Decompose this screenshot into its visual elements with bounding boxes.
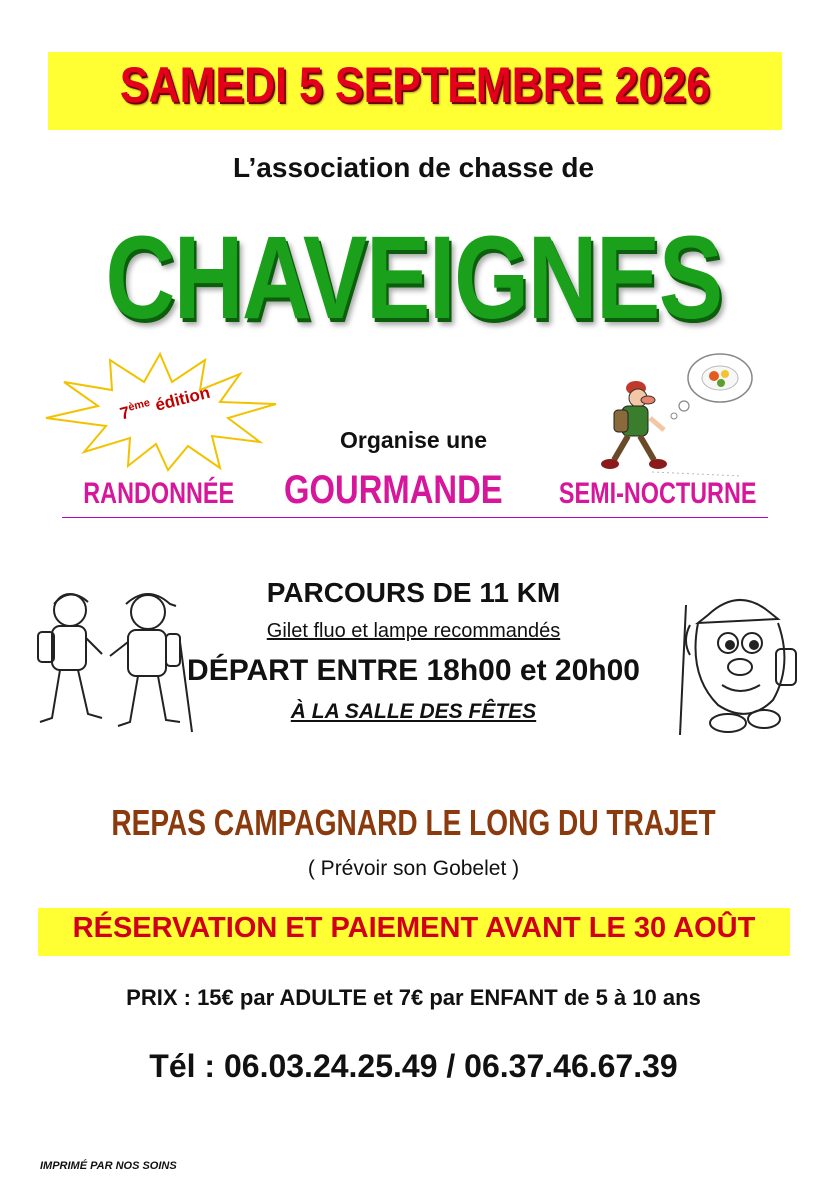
event-title-part1: RANDONNÉE xyxy=(83,477,235,510)
departure-time: DÉPART ENTRE 18h00 et 20h00 xyxy=(187,654,640,687)
event-title xyxy=(62,468,768,518)
price-line: PRIX : 15€ par ADULTE et 7€ par ENFANT de 5 à 10 ans xyxy=(126,985,701,1010)
association-line: L’association de chasse de xyxy=(232,152,595,183)
event-date: SAMEDI 5 SEPTEMBRE 2026 xyxy=(119,57,711,113)
hungry-hiker-illustration xyxy=(592,348,762,480)
cup-reminder: ( Prévoir son Gobelet ) xyxy=(307,857,520,880)
reservation-deadline: RÉSERVATION ET PAIEMENT AVANT LE 30 AOÛT xyxy=(72,912,756,944)
edition-number: 7 xyxy=(118,402,132,424)
edition-word: édition xyxy=(153,382,212,415)
edition-suffix: ème xyxy=(127,396,152,414)
meal-heading: REPAS CAMPAGNARD LE LONG DU TRAJET xyxy=(111,802,716,843)
phone-numbers: Tél : 06.03.24.25.49 / 06.37.46.67.39 xyxy=(149,1048,678,1084)
parcours-distance: PARCOURS DE 11 KM xyxy=(266,577,561,608)
printer-credit: IMPRIMÉ PAR NOS SOINS xyxy=(40,1160,177,1172)
event-title-part3: SEMI-NOCTURNE xyxy=(558,477,757,510)
event-title-part2: GOURMANDE xyxy=(283,468,503,512)
departure-location: À LA SALLE DES FÊTES xyxy=(290,700,537,723)
organise-line: Organise une xyxy=(340,427,487,453)
equipment-recommendation: Gilet fluo et lampe recommandés xyxy=(266,620,561,642)
town-title: CHAVEIGNES xyxy=(105,212,722,344)
